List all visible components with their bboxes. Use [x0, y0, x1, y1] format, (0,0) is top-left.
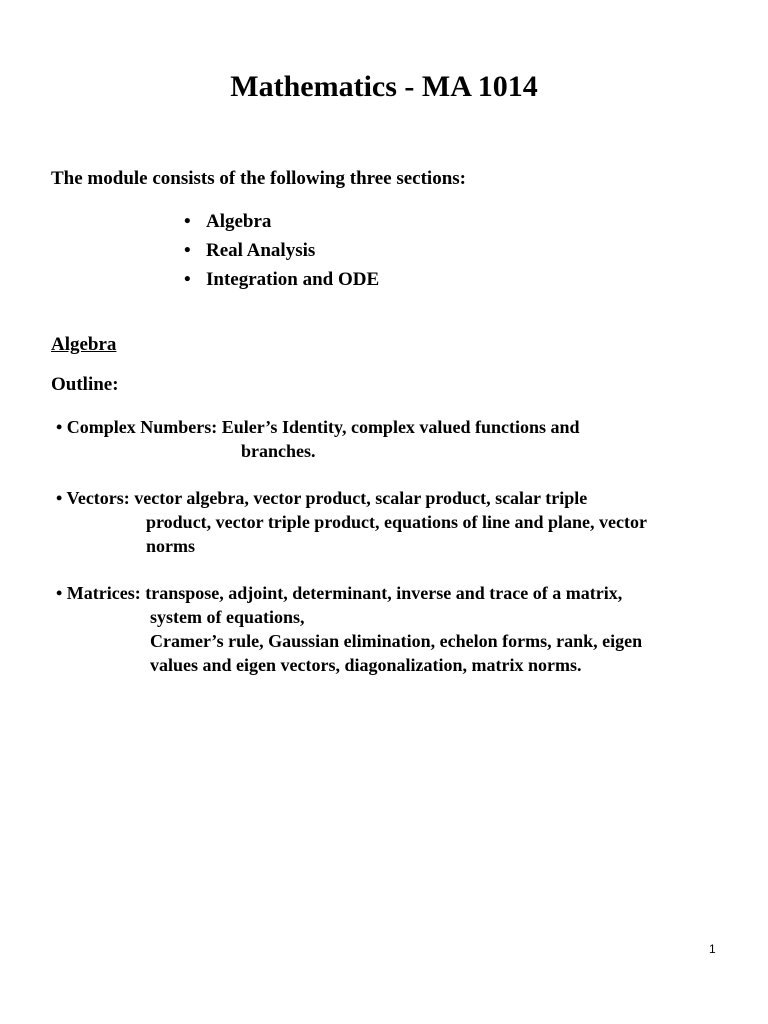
- topic-complex-line-2: branches.: [241, 441, 316, 461]
- topic-vectors-line-3: norms: [146, 536, 195, 556]
- topic-vectors-line-2: product, vector triple product, equations of line and plane, vector: [146, 512, 647, 532]
- outline-label: Outline:: [51, 374, 119, 395]
- page-number: 1: [709, 942, 716, 956]
- section-list: [184, 207, 379, 294]
- intro-text: The module consists of the following three sections:: [51, 168, 466, 189]
- topic-matrices-line-2: system of equations,: [150, 607, 305, 627]
- section-item-real-analysis: [184, 236, 379, 265]
- topic-matrices-line-4: values and eigen vectors, diagonalization, matrix norms.: [150, 655, 582, 675]
- section-item-integration-ode: [184, 265, 379, 294]
- topic-matrices-line-1: • Matrices: transpose, adjoint, determinant, inverse and trace of a matrix,: [56, 583, 623, 603]
- algebra-heading: Algebra: [51, 334, 117, 355]
- topic-complex-line-1: • Complex Numbers: Euler’s Identity, complex valued functions and: [56, 417, 580, 437]
- topic-vectors-line-1: • Vectors: vector algebra, vector product, scalar product, scalar triple: [56, 488, 588, 508]
- bullet-icon: •: [184, 269, 191, 290]
- section-label: Integration and ODE: [206, 269, 380, 290]
- section-item-algebra: [184, 207, 379, 236]
- page-title: Mathematics - MA 1014: [230, 70, 538, 103]
- topic-matrices-line-3: Cramer’s rule, Gaussian elimination, echelon forms, rank, eigen: [150, 631, 643, 651]
- section-label: Algebra: [206, 211, 272, 232]
- bullet-icon: •: [184, 211, 191, 232]
- section-label: Real Analysis: [206, 240, 316, 261]
- bullet-icon: •: [184, 240, 191, 261]
